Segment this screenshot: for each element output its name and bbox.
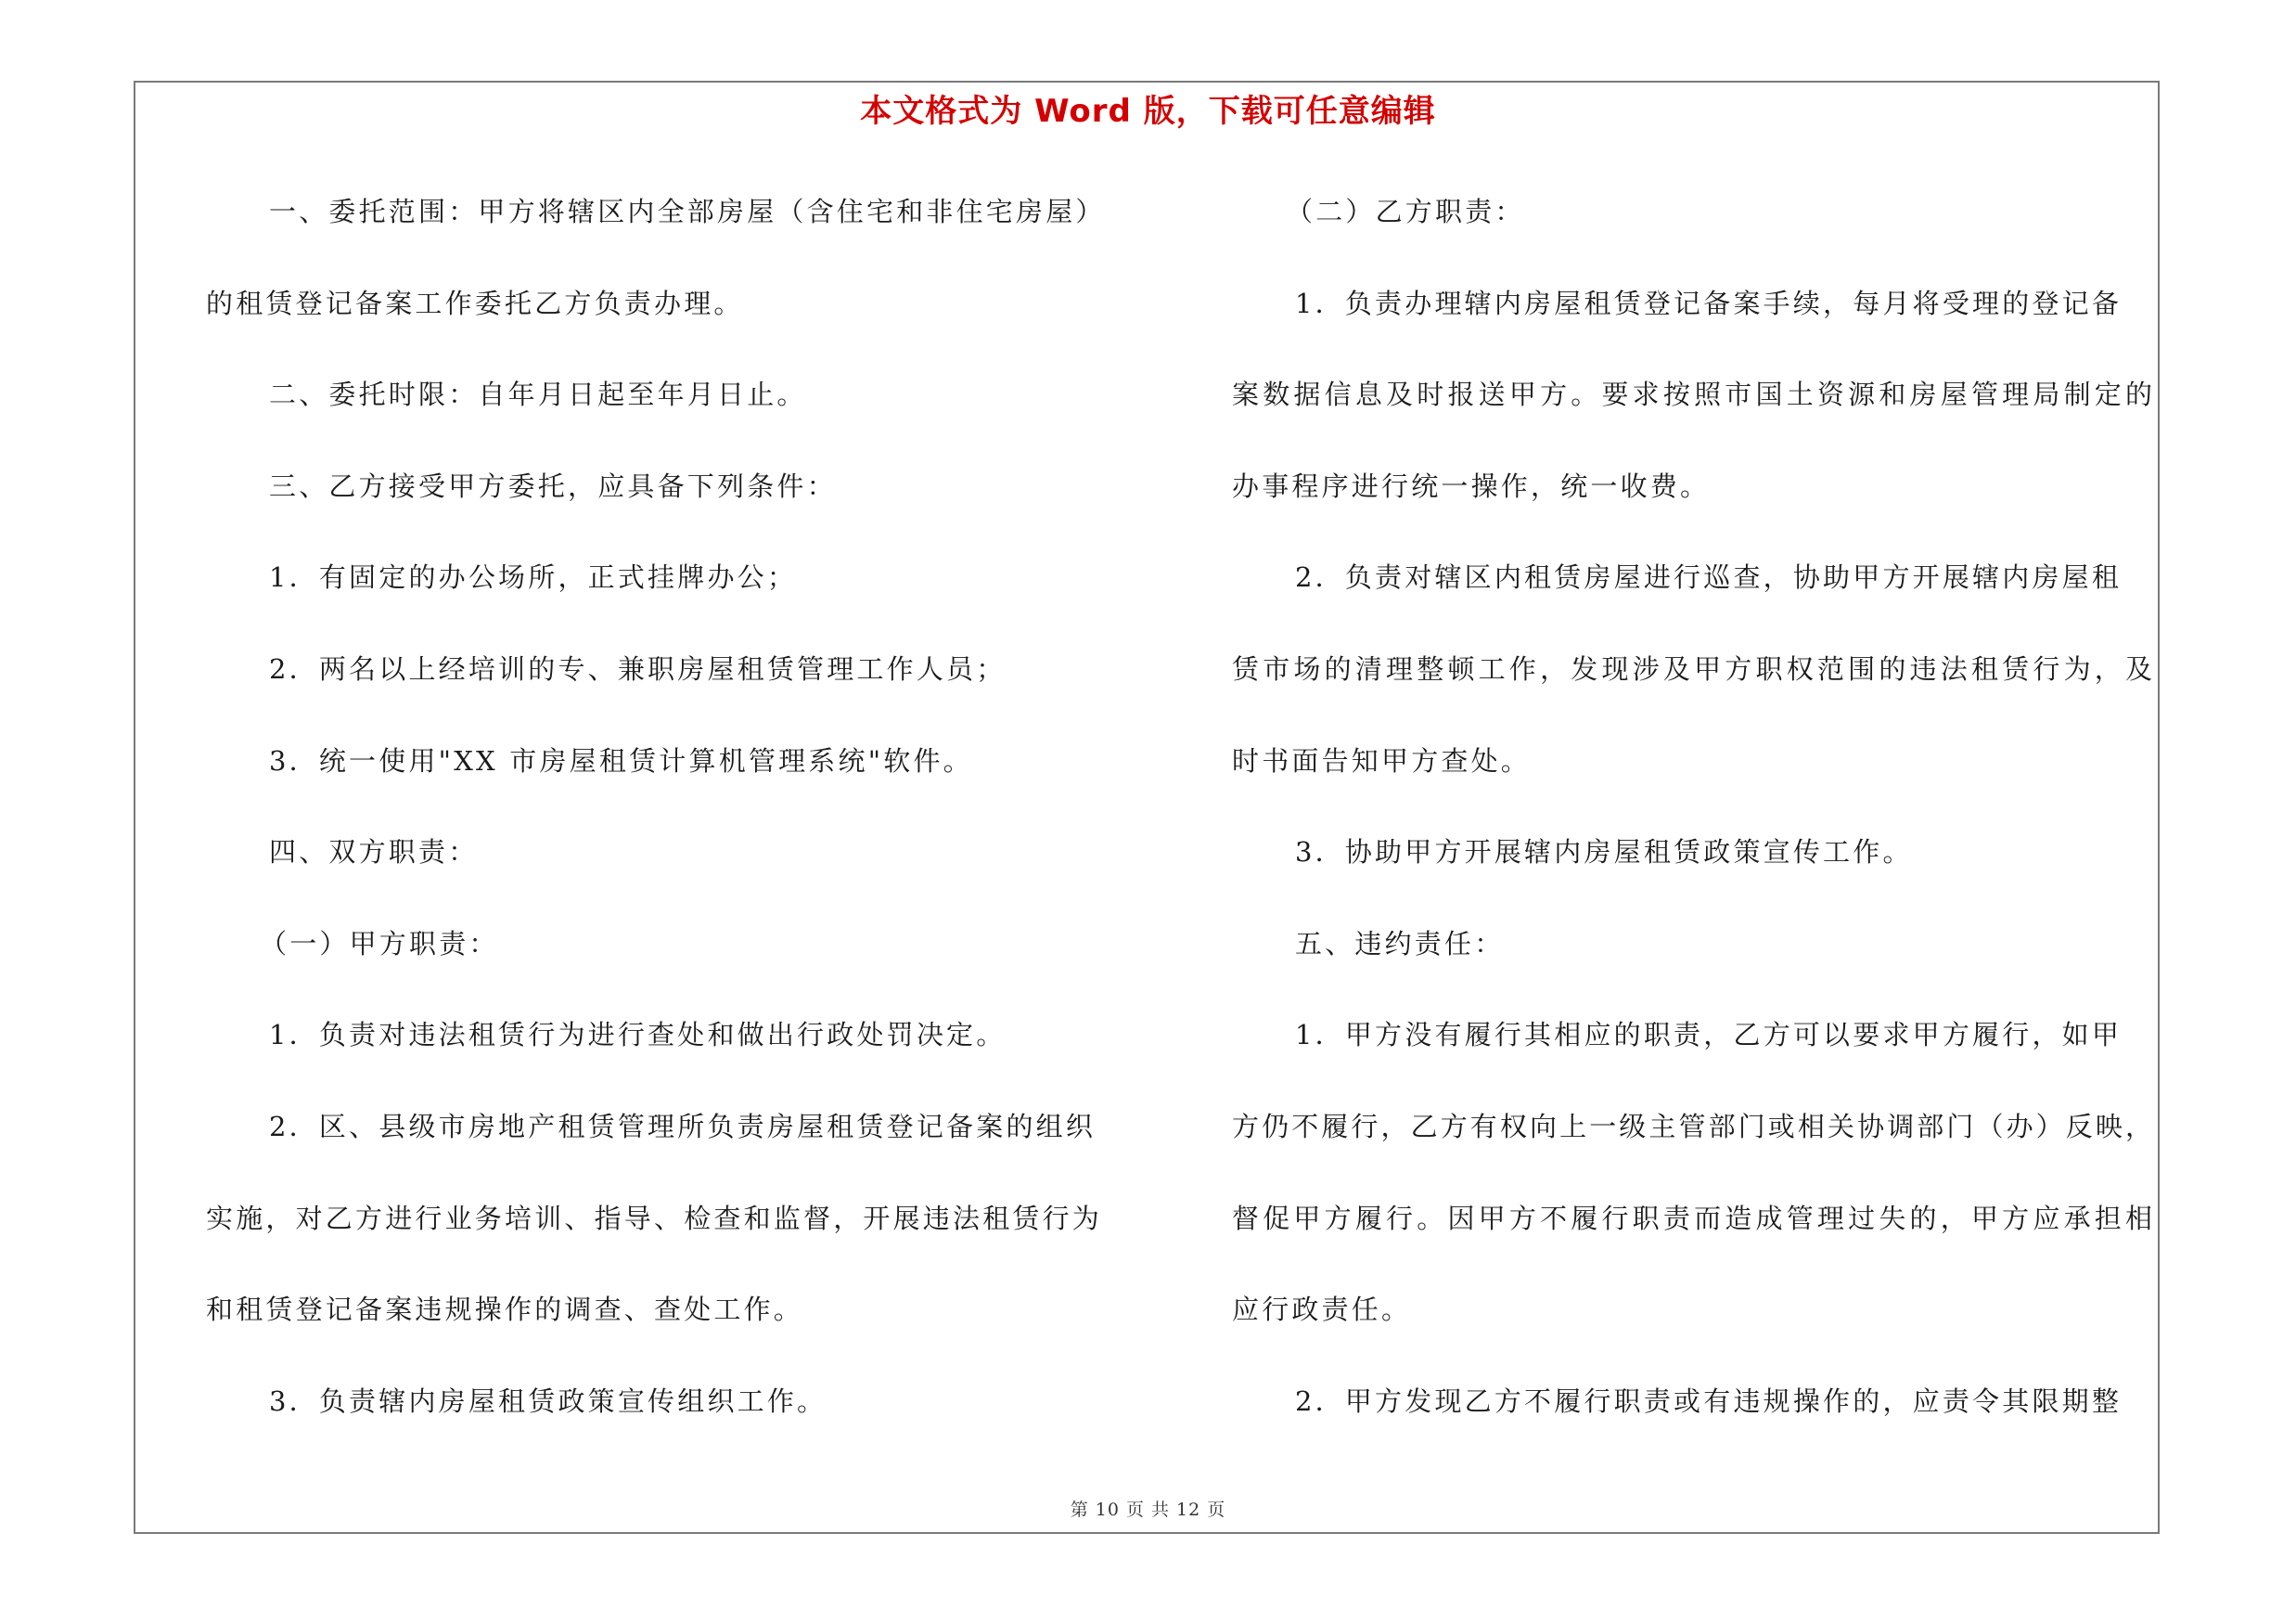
paragraph-line: 2．两名以上经培训的专、兼职房屋租赁管理工作人员； [269,652,1007,685]
paragraph-line: 1．负责对违法租赁行为进行查处和做出行政处罚决定。 [269,1019,1007,1051]
paragraph-line: 1．甲方没有履行其相应的职责，乙方可以要求甲方履行，如甲 [1295,1019,2123,1051]
page-number-footer: 第 10 页 共 12 页 [1070,1500,1226,1520]
paragraph-line: 督促甲方履行。因甲方不履行职责而造成管理过失的，甲方应承担相 [1232,1202,2152,1234]
paragraph-line: 四、双方职责： [269,836,479,869]
paragraph-line: 3．负责辖内房屋租赁政策宣传组织工作。 [269,1385,827,1417]
paragraph-line: 五、违约责任： [1295,927,1505,960]
right-column [1232,172,2152,1452]
paragraph-line: 实施，对乙方进行业务培训、指导、检查和监督，开展违法租赁行为 [206,1202,1103,1234]
paragraph-line: 和租赁登记备案违规操作的调查、查处工作。 [206,1294,804,1326]
paragraph-line: 三、乙方接受甲方委托，应具备下列条件： [269,470,837,502]
paragraph-line: 二、委托时限：自年月日起至年月日止。 [269,379,807,411]
paragraph-line: 3．协助甲方开展辖内房屋租赁政策宣传工作。 [1295,836,1913,869]
paragraph-line: 2．甲方发现乙方不履行职责或有违规操作的，应责令其限期整 [1295,1385,2123,1417]
paragraph-line: 时书面告知甲方查处。 [1232,744,1532,777]
paragraph-line: （一）甲方职责： [260,927,499,960]
paragraph-line: 案数据信息及时报送甲方。要求按照市国土资源和房屋管理局制定的 [1232,379,2152,411]
paragraph-line: 2．负责对辖区内租赁房屋进行巡查，协助甲方开展辖内房屋租 [1295,561,2123,594]
paragraph-line: 3．统一使用"XX 市房屋租赁计算机管理系统"软件。 [269,744,973,777]
paragraph-line: 1．负责办理辖内房屋租赁登记备案手续，每月将受理的登记备 [1295,287,2123,319]
paragraph-line: 一、委托范围：甲方将辖区内全部房屋（含住宅和非住宅房屋） [269,196,1106,227]
paragraph-line: 赁市场的清理整顿工作，发现涉及甲方职权范围的违法租赁行为，及 [1232,652,2152,685]
paragraph-line: 的租赁登记备案工作委托乙方负责办理。 [206,287,744,319]
paragraph-line: 应行政责任。 [1232,1294,1412,1326]
left-column [206,172,1152,1452]
paragraph-line: 1．有固定的办公场所，正式挂牌办公； [269,561,798,594]
paragraph-line: （二）乙方职责： [1286,196,1525,227]
word-format-banner: 本文格式为 Word 版，下载可任意编辑 [860,93,1436,130]
paragraph-line: 2．区、县级市房地产租赁管理所负责房屋租赁登记备案的组织 [269,1110,1097,1142]
paragraph-line: 办事程序进行统一操作，统一收费。 [1232,470,1711,502]
paragraph-line: 方仍不履行，乙方有权向上一级主管部门或相关协调部门（办）反映， [1232,1110,2152,1142]
